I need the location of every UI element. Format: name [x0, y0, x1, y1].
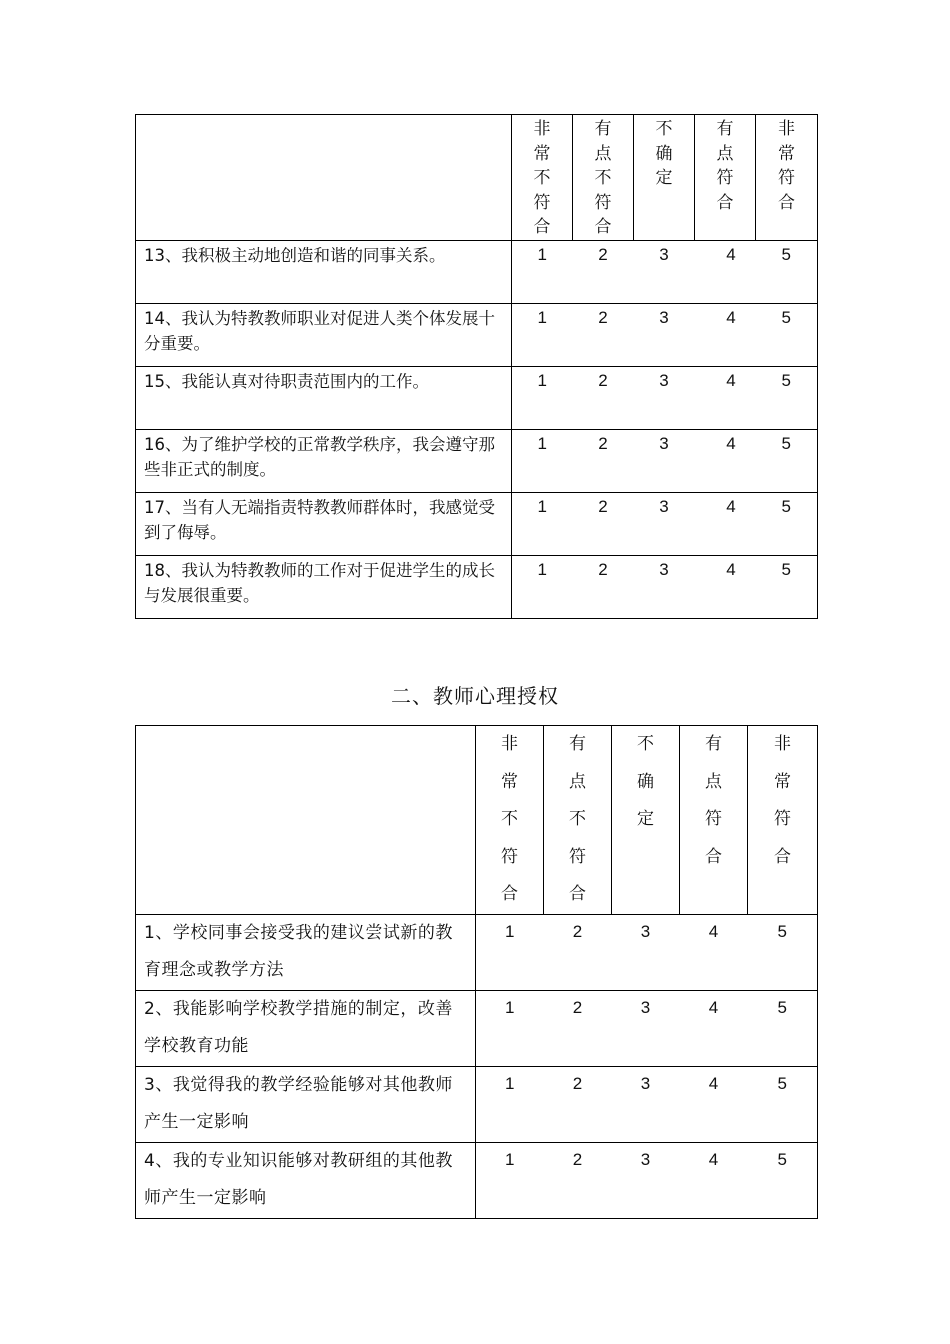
score-option[interactable]: 5: [748, 1142, 818, 1218]
header-blank-cell: [136, 726, 476, 915]
survey-table-1: [135, 114, 818, 619]
score-option[interactable]: 4: [695, 492, 756, 555]
score-option[interactable]: 1: [512, 555, 573, 618]
header-char: 合: [594, 217, 612, 237]
score-option[interactable]: 3: [634, 492, 695, 555]
header-char: 合: [569, 884, 586, 904]
score-option[interactable]: 3: [634, 240, 695, 303]
header-char: 常: [533, 143, 551, 164]
header-char: 常: [501, 771, 518, 792]
score-option[interactable]: 5: [756, 240, 818, 303]
header-char: 符: [533, 192, 551, 213]
table-row: [136, 555, 818, 618]
header-char: 确: [637, 771, 654, 792]
header-strongly-disagree: [476, 726, 544, 915]
header-somewhat-agree: [695, 115, 756, 241]
score-option[interactable]: 5: [748, 1066, 818, 1142]
table-row: [136, 990, 818, 1066]
score-option[interactable]: 4: [695, 303, 756, 366]
header-char: 常: [774, 771, 791, 792]
table-row: [136, 492, 818, 555]
header-blank-cell: [136, 115, 512, 241]
header-char: 点: [716, 143, 734, 164]
header-strongly-agree: [748, 726, 818, 915]
header-char: 点: [594, 143, 612, 164]
score-option[interactable]: 5: [756, 492, 818, 555]
score-option[interactable]: 2: [544, 990, 612, 1066]
table-row: [136, 366, 818, 429]
header-char: 有: [716, 119, 734, 139]
score-option[interactable]: 5: [748, 914, 818, 990]
section-title: 二、教师心理授权: [391, 684, 559, 708]
question-text: 14、我认为特教教师职业对促进人类个体发展十分重要。: [136, 303, 512, 366]
question-text: 18、我认为特教教师的工作对于促进学生的成长与发展很重要。: [136, 555, 512, 618]
header-char: 不: [569, 809, 586, 829]
score-option[interactable]: 5: [756, 366, 818, 429]
table-row: [136, 1066, 818, 1142]
score-option[interactable]: 4: [680, 990, 748, 1066]
score-option[interactable]: 3: [634, 555, 695, 618]
score-option[interactable]: 4: [695, 429, 756, 492]
question-text: 17、当有人无端指责特教教师群体时，我感觉受到了侮辱。: [136, 492, 512, 555]
question-text: 2、我能影响学校教学措施的制定，改善学校教育功能: [136, 990, 476, 1066]
survey-table-2: [135, 725, 818, 1219]
header-char: 合: [501, 884, 518, 904]
header-char: 合: [716, 192, 734, 213]
header-char: 非: [774, 734, 791, 754]
header-char: 不: [594, 168, 612, 188]
header-char: 不: [533, 168, 551, 188]
score-option[interactable]: 2: [573, 492, 634, 555]
score-option[interactable]: 1: [512, 366, 573, 429]
score-option[interactable]: 1: [512, 303, 573, 366]
score-option[interactable]: 3: [612, 914, 680, 990]
header-char: 定: [637, 809, 654, 829]
header-char: 不: [655, 119, 673, 139]
table-row: [136, 429, 818, 492]
question-text: 3、我觉得我的教学经验能够对其他教师产生一定影响: [136, 1066, 476, 1142]
score-option[interactable]: 2: [544, 914, 612, 990]
header-char: 符: [569, 846, 586, 867]
question-text: 1、学校同事会接受我的建议尝试新的教育理念或教学方法: [136, 914, 476, 990]
score-option[interactable]: 3: [612, 1066, 680, 1142]
header-char: 合: [778, 192, 795, 213]
header-uncertain: [612, 726, 680, 915]
header-somewhat-disagree: [544, 726, 612, 915]
question-text: 4、我的专业知识能够对教研组的其他教师产生一定影响: [136, 1142, 476, 1218]
header-char: 常: [778, 143, 795, 164]
score-option[interactable]: 4: [680, 1066, 748, 1142]
header-char: 合: [705, 846, 722, 867]
header-char: 有: [594, 119, 612, 139]
table-row: [136, 914, 818, 990]
header-char: 确: [655, 143, 673, 164]
score-option[interactable]: 2: [573, 240, 634, 303]
score-option[interactable]: 1: [512, 240, 573, 303]
score-option[interactable]: 3: [634, 366, 695, 429]
header-char: 符: [778, 168, 795, 188]
header-char: 非: [778, 119, 795, 139]
score-option[interactable]: 4: [680, 914, 748, 990]
score-option[interactable]: 4: [680, 1142, 748, 1218]
header-char: 不: [637, 734, 654, 754]
header-char: 非: [533, 119, 551, 139]
score-option[interactable]: 2: [573, 555, 634, 618]
header-char: 不: [501, 809, 518, 829]
header-char: 非: [501, 734, 518, 754]
header-char: 符: [705, 809, 722, 829]
question-text: 13、我积极主动地创造和谐的同事关系。: [136, 240, 512, 303]
header-char: 符: [716, 168, 734, 188]
score-option[interactable]: 1: [512, 429, 573, 492]
score-option[interactable]: 1: [512, 492, 573, 555]
score-option[interactable]: 5: [748, 990, 818, 1066]
score-option[interactable]: 1: [476, 1142, 544, 1218]
header-char: 有: [569, 734, 586, 754]
table-row: [136, 303, 818, 366]
score-option[interactable]: 2: [544, 1142, 612, 1218]
table-header-row: [136, 115, 818, 241]
header-somewhat-agree: [680, 726, 748, 915]
score-option[interactable]: 4: [695, 240, 756, 303]
header-char: 有: [705, 734, 722, 754]
score-option[interactable]: 3: [612, 1142, 680, 1218]
header-uncertain: [634, 115, 695, 241]
score-option[interactable]: 3: [634, 303, 695, 366]
score-option[interactable]: 1: [476, 1066, 544, 1142]
header-strongly-agree: [756, 115, 818, 241]
score-option[interactable]: 4: [695, 366, 756, 429]
score-option[interactable]: 1: [476, 914, 544, 990]
score-option[interactable]: 2: [573, 303, 634, 366]
header-strongly-disagree: [512, 115, 573, 241]
header-char: 合: [774, 846, 791, 867]
score-option[interactable]: 4: [695, 555, 756, 618]
table-row: [136, 1142, 818, 1218]
score-option[interactable]: 5: [756, 429, 818, 492]
score-option[interactable]: 3: [612, 990, 680, 1066]
score-option[interactable]: 1: [476, 990, 544, 1066]
header-char: 符: [774, 809, 791, 829]
header-char: 合: [533, 217, 551, 237]
table-header-row: [136, 726, 818, 915]
header-char: 点: [569, 771, 586, 792]
score-option[interactable]: 5: [756, 303, 818, 366]
score-option[interactable]: 2: [573, 429, 634, 492]
header-char: 符: [501, 846, 518, 867]
score-option[interactable]: 2: [544, 1066, 612, 1142]
header-char: 点: [705, 771, 722, 792]
question-text: 15、我能认真对待职责范围内的工作。: [136, 366, 512, 429]
score-option[interactable]: 3: [634, 429, 695, 492]
header-char: 符: [594, 192, 612, 213]
header-somewhat-disagree: [573, 115, 634, 241]
question-text: 16、为了维护学校的正常教学秩序，我会遵守那些非正式的制度。: [136, 429, 512, 492]
score-option[interactable]: 2: [573, 366, 634, 429]
header-char: 定: [655, 168, 673, 188]
table-row: [136, 240, 818, 303]
score-option[interactable]: 5: [756, 555, 818, 618]
